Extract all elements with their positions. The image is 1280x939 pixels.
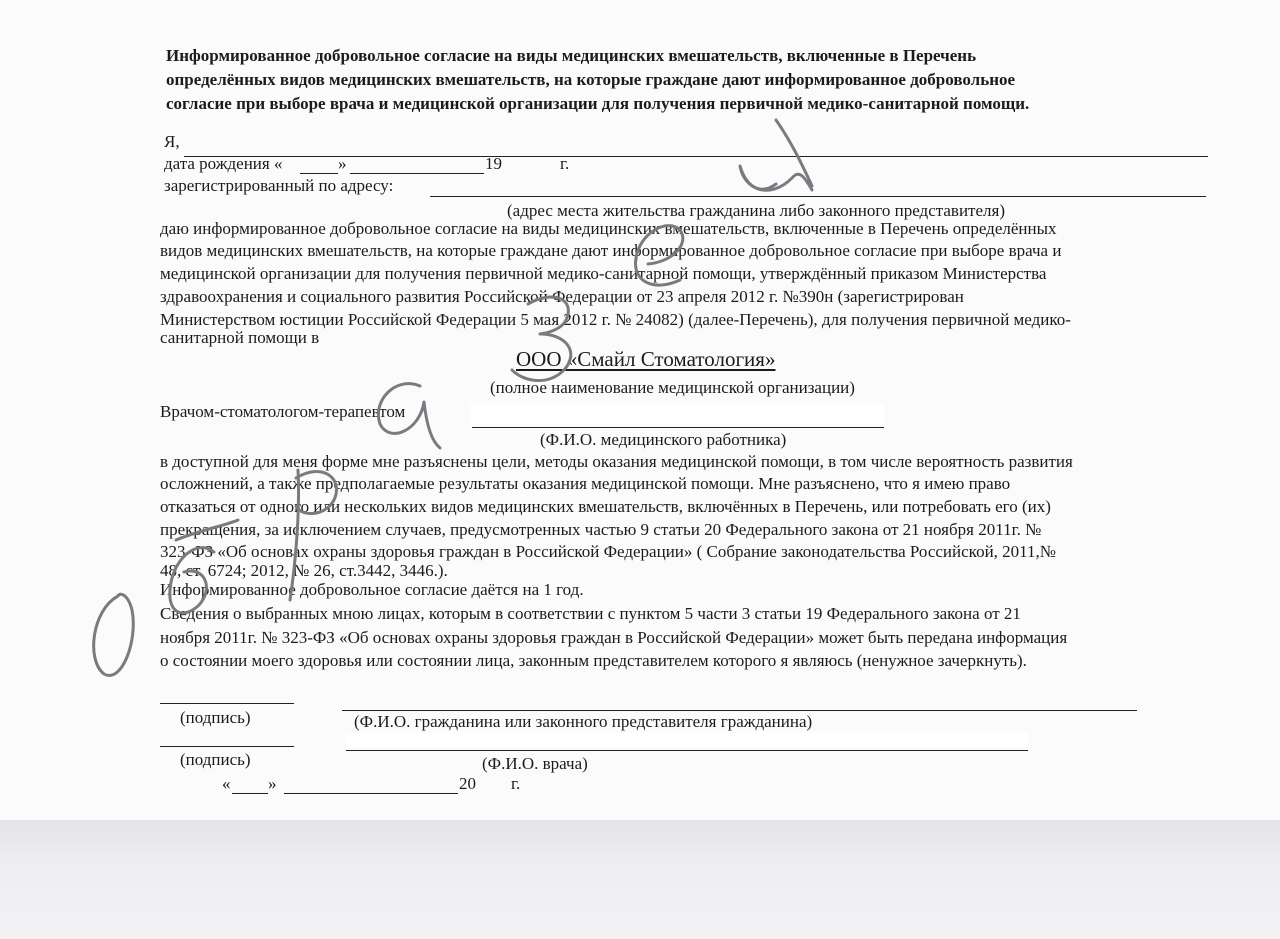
date-open-quote: « xyxy=(222,774,231,793)
address-label: зарегистрированный по адресу: xyxy=(164,176,394,195)
body2-line-3: отказаться от одного или нескольких видов медицинских вмешательств, включённых в Перечень, или потребовать его (их) xyxy=(160,497,1051,516)
i-label: Я, xyxy=(164,132,180,151)
body2-line-4: прекращения, за исключением случаев, предусмотренных частью 9 статьи 20 Федерального закона от 21 ноября 2011г. № xyxy=(160,520,1042,539)
date-suffix: г. xyxy=(511,774,521,793)
citizen-name-caption: (Ф.И.О. гражданина или законного представителя гражданина) xyxy=(354,712,813,731)
redacted-name xyxy=(470,404,884,424)
birth-year: 19 xyxy=(485,154,502,173)
body2-line-6: 48, ст. 6724; 2012, № 26, ст.3442, 3446.). xyxy=(160,561,448,580)
signature-caption-doctor: (подпись) xyxy=(180,750,251,769)
address-field-line[interactable] xyxy=(430,196,1206,197)
body2-line-10: о состоянии моего здоровья или состоянии лица, законным представителем которого я являюсь (ненужное зачеркнуть). xyxy=(160,651,1027,670)
birth-suffix: г. xyxy=(560,154,570,173)
body2-line-1: в доступной для меня форме мне разъяснены цели, методы оказания медицинской помощи, в том числе вероятность развития xyxy=(160,452,1073,471)
body2-line-2: осложнений, а также предполагаемые результаты оказания медицинской помощи. Мне разъяснено, что я имею право xyxy=(160,474,1011,493)
date-year: 20 xyxy=(459,774,476,793)
address-caption: (адрес места жительства гражданина либо законного представителя) xyxy=(507,201,1005,220)
body2-line-5: 323-ФЗ «Об основах охраны здоровья граждан в Российской Федерации» ( Собрание законодательства Российской, 2011,№ xyxy=(160,542,1057,561)
title-line-2: определённых видов медицинских вмешательств, на которые граждане дают информированное добровольное xyxy=(166,70,1016,89)
organization-name: ООО «Смайл Стоматология» xyxy=(516,347,776,371)
birth-prefix: дата рождения « xyxy=(164,154,283,173)
body1-line-1: даю информированное добровольное согласие на виды медицинских вмешательств, включенные в Перечень определённых xyxy=(160,219,1057,238)
date-day-line[interactable] xyxy=(232,793,268,794)
doctor-name-caption: (Ф.И.О. врача) xyxy=(482,754,588,773)
date-close-quote: » xyxy=(268,774,277,793)
body2-line-7: Информированное добровольное согласие даётся на 1 год. xyxy=(160,580,584,599)
signature-caption-citizen: (подпись) xyxy=(180,708,251,727)
citizen-name-line[interactable] xyxy=(342,710,1137,711)
doctor-name-line[interactable] xyxy=(472,427,884,428)
signature-line-doctor[interactable] xyxy=(160,746,294,747)
signature-line-citizen[interactable] xyxy=(160,703,294,704)
body1-line-2: видов медицинских вмешательств, на которые граждане дают информированное добровольное согласие при выборе врача и xyxy=(160,241,1062,260)
title-line-3: согласие при выборе врача и медицинской организации для получения первичной медико-санитарной помощи. xyxy=(166,94,1030,113)
doctor-label: Врачом-стоматологом-терапевтом xyxy=(160,402,406,421)
body1-line-3: медицинской организации для получения первичной медико-санитарной помощи, утверждённый приказом Министерства xyxy=(160,264,1047,283)
body2-line-8: Сведения о выбранных мною лицах, которым в соответствии с пунктом 5 части 3 статьи 19 Федерального закона от 21 xyxy=(160,604,1021,623)
birth-day-line[interactable] xyxy=(300,173,338,174)
doctor-caption: (Ф.И.О. медицинского работника) xyxy=(540,430,787,449)
scan-background xyxy=(0,820,1280,939)
body1-line-5: Министерством юстиции Российской Федерации 5 мая 2012 г. № 24082) (далее-Перечень), для получения первичной медико- xyxy=(160,310,1071,329)
birth-month-line[interactable] xyxy=(350,173,484,174)
body1-line-4: здравоохранения и социального развития Российской Федерации от 23 апреля 2012 г. №390н (зарегистрирован xyxy=(160,287,964,306)
body2-line-9: ноября 2011г. № 323-ФЗ «Об основах охраны здоровья граждан в Российской Федерации» может быть передана информация xyxy=(160,628,1068,647)
title-line-1: Информированное добровольное согласие на виды медицинских вмешательств, включенные в Перечень xyxy=(166,46,977,65)
doctor-signature-name-line[interactable] xyxy=(346,750,1028,751)
birth-mid: » xyxy=(338,154,347,173)
redacted-doctor-area xyxy=(346,733,1028,747)
organization-caption: (полное наименование медицинской организации) xyxy=(490,378,855,397)
date-month-line[interactable] xyxy=(284,793,458,794)
body1-line-6: санитарной помощи в xyxy=(160,328,320,347)
